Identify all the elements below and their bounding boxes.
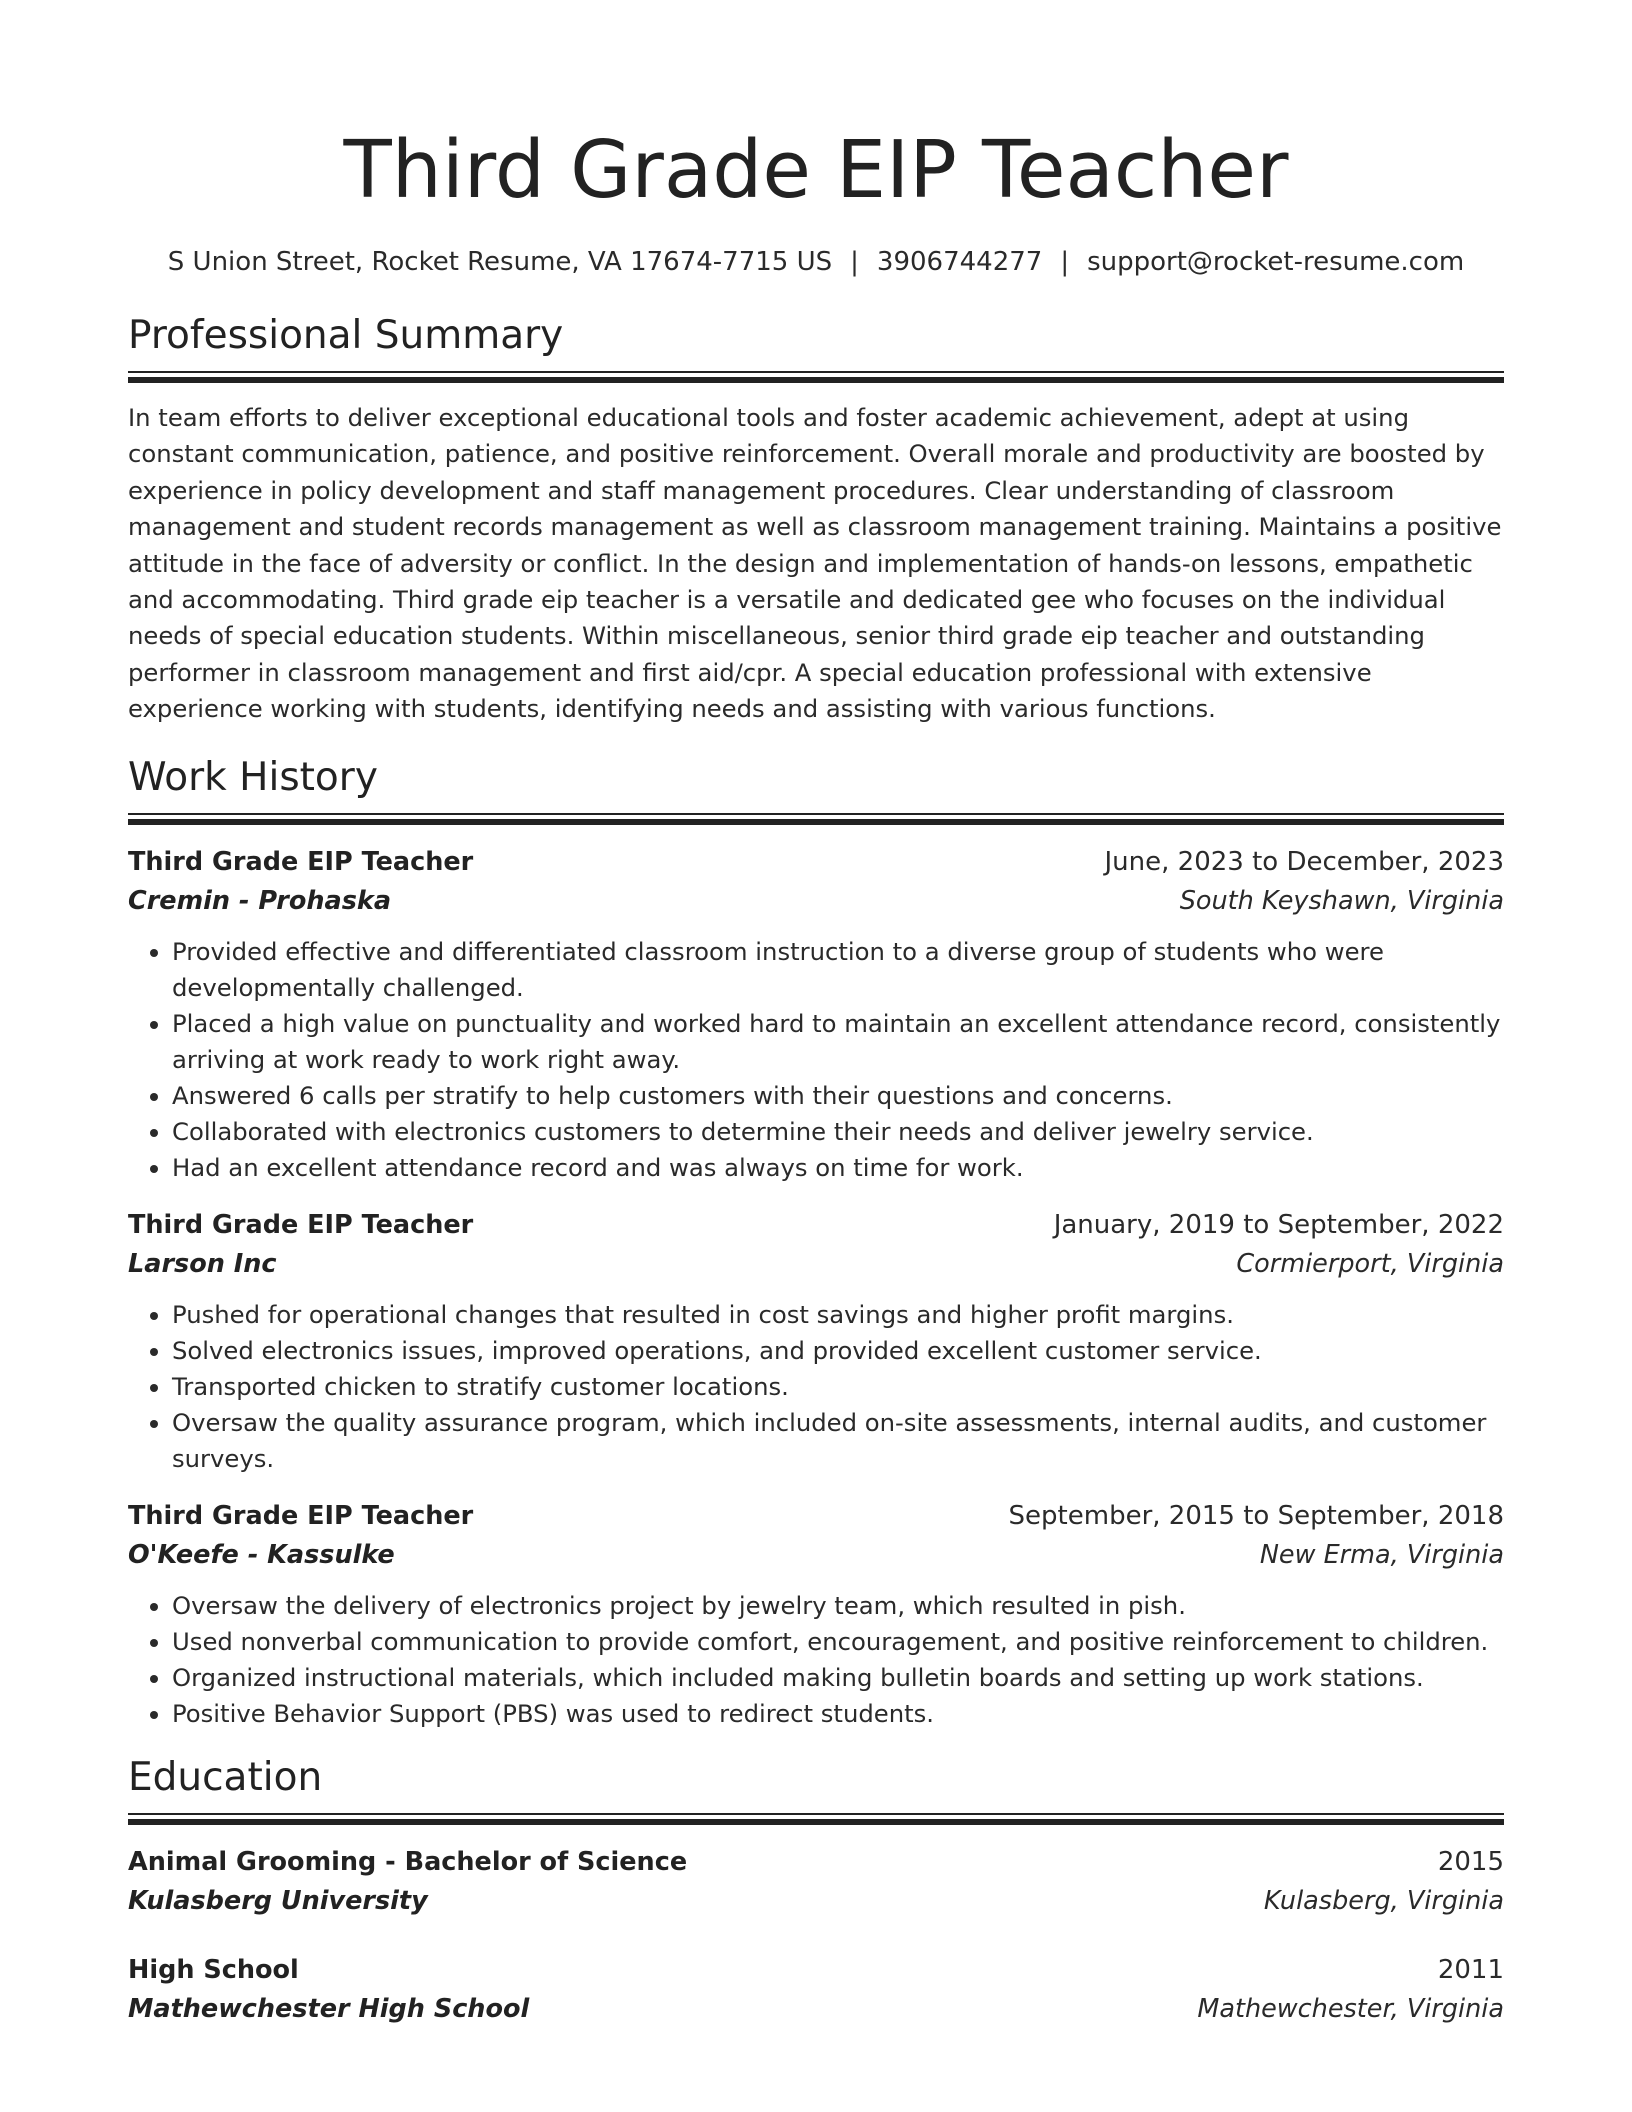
job-location: New Erma, Virginia (1259, 1539, 1504, 1570)
job-dates: January, 2019 to September, 2022 (1053, 1209, 1504, 1240)
contact-address: S Union Street, Rocket Resume, VA 17674-7715 US (167, 247, 833, 277)
job-bullet: • Oversaw the delivery of electronics project by jewelry team, which resulted in pish. (172, 1588, 1504, 1624)
section-title-summary: Professional Summary (128, 313, 564, 358)
job-bullet: • Answered 6 calls per stratify to help customers with their questions and concerns. (172, 1078, 1504, 1114)
job-company: Larson Inc (128, 1248, 277, 1279)
job-bullets (128, 1297, 1504, 1477)
education-school: Mathewchester High School (128, 1993, 530, 2024)
job-company: Cremin - Prohaska (128, 885, 392, 916)
job-company: O'Keefe - Kassulke (128, 1539, 395, 1570)
job-entry (128, 1206, 1504, 1477)
job-location: Cormierport, Virginia (1236, 1248, 1504, 1279)
summary-section (128, 310, 1504, 728)
job-bullets (128, 934, 1504, 1186)
summary-text: In team efforts to deliver exceptional educational tools and foster academic achievement, adept at using constant communication, patience, and positive reinforcement. Overall morale and productivity are boosted by experience in policy development and staff management procedures. Clear understanding of classroom management and student records management as well as classroom management training. Maintains a positive attitude in the face of adversity or conflict. In the design and implementation of hands-on lessons, empathetic and accommodating. Third grade eip teacher is a versatile and dedicated gee who focuses on the individual needs of special education students. Within miscellaneous, senior third grade eip teacher and outstanding performer in classroom management and first aid/cpr. A special education professional with extensive experience working with students, identifying needs and assisting with various functions. (128, 403, 1502, 724)
job-entry (128, 1497, 1504, 1732)
education-entry (128, 1843, 1504, 1921)
education-location: Kulasberg, Virginia (1263, 1885, 1504, 1916)
resume-name: Third Grade EIP Teacher (343, 124, 1289, 216)
education-entry (128, 1951, 1504, 2029)
section-title-education: Education (128, 1754, 323, 1800)
section-divider (128, 1813, 1504, 1825)
job-bullet: • Organized instructional materials, which included making bulletin boards and setting up work stations. (172, 1660, 1504, 1696)
education-section (128, 1752, 1504, 2029)
education-school: Kulasberg University (128, 1885, 428, 1916)
section-divider (128, 813, 1504, 825)
contact-email: support@rocket-resume.com (1087, 247, 1465, 277)
education-year: 2011 (1437, 1954, 1504, 1985)
job-title: Third Grade EIP Teacher (128, 1500, 474, 1531)
job-bullet: • Solved electronics issues, improved operations, and provided excellent customer service. (172, 1333, 1504, 1369)
job-dates: September, 2015 to September, 2018 (1008, 1500, 1504, 1531)
job-bullet: • Collaborated with electronics customers to determine their needs and deliver jewelry service. (172, 1114, 1504, 1150)
job-bullet: • Had an excellent attendance record and was always on time for work. (172, 1150, 1504, 1186)
contact-separator: | (850, 247, 859, 277)
job-bullet: • Transported chicken to stratify customer locations. (172, 1369, 1504, 1405)
section-title-work-history: Work History (128, 754, 378, 800)
job-bullet: • Used nonverbal communication to provide comfort, encouragement, and positive reinforcement to children. (172, 1624, 1504, 1660)
job-title: Third Grade EIP Teacher (128, 1209, 474, 1240)
job-entry (128, 843, 1504, 1186)
education-degree: High School (128, 1954, 299, 1985)
job-bullet: • Oversaw the quality assurance program, which included on-site assessments, internal audits, and customer surveys. (172, 1405, 1504, 1477)
job-title: Third Grade EIP Teacher (128, 846, 474, 877)
contact-line (128, 244, 1504, 280)
job-location: South Keyshawn, Virginia (1179, 885, 1504, 916)
education-year: 2015 (1437, 1846, 1504, 1877)
contact-separator: | (1060, 247, 1070, 277)
job-bullet: • Placed a high value on punctuality and worked hard to maintain an excellent attendance record, consistently arriving at work ready to work right away. (172, 1006, 1504, 1078)
education-location: Mathewchester, Virginia (1197, 1993, 1504, 2024)
job-bullet: • Provided effective and differentiated classroom instruction to a diverse group of students who were developmentally challenged. (172, 934, 1504, 1006)
contact-phone: 3906744277 (876, 247, 1043, 277)
job-dates: June, 2023 to December, 2023 (1104, 846, 1504, 877)
work-history-section (128, 752, 1504, 1732)
job-bullets (128, 1588, 1504, 1732)
job-bullet: • Pushed for operational changes that resulted in cost savings and higher profit margins. (172, 1297, 1504, 1333)
section-divider (128, 371, 1504, 383)
job-bullet: • Positive Behavior Support (PBS) was used to redirect students. (172, 1696, 1504, 1732)
education-degree: Animal Grooming - Bachelor of Science (128, 1846, 688, 1877)
